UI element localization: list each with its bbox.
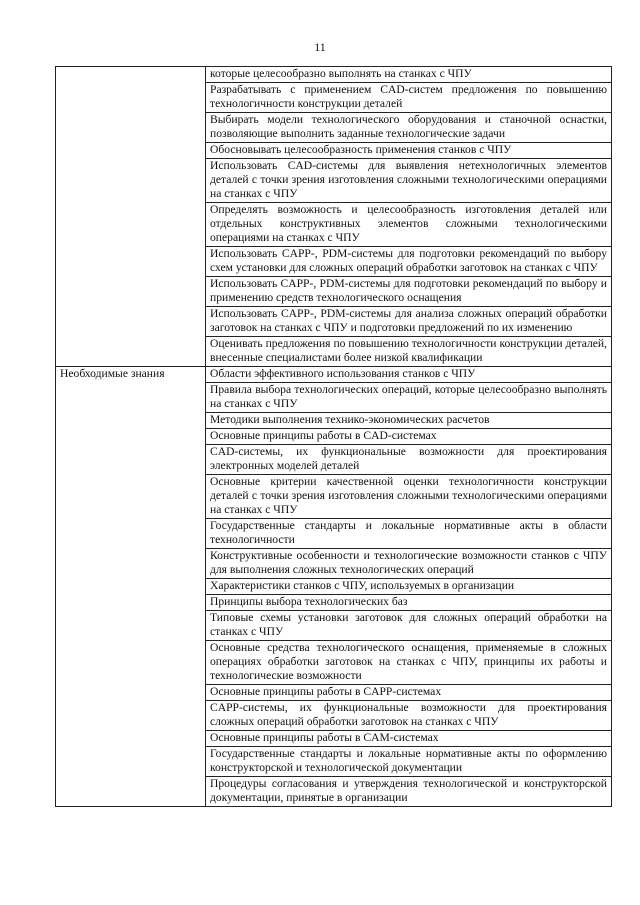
skill-item: Определять возможность и целесообразность изготовления деталей или отдельных конструктивных элементов сложными технологическими операциями на станках с ЧПУ [206,203,612,247]
skill-item: Оценивать предложения по повышению технологичности конструкции деталей, внесенные специалистами более низкой квалификации [206,337,612,367]
knowledge-item: Государственные стандарты и локальные нормативные акты в области технологичности [206,519,612,549]
knowledge-item: Характеристики станков с ЧПУ, используемых в организации [206,579,612,595]
skill-item: Обосновывать целесообразность применения станков с ЧПУ [206,143,612,159]
knowledge-item: Государственные стандарты и локальные нормативные акты по оформлению конструкторской и технологической документации [206,747,612,777]
skills-label-cell [56,67,206,367]
knowledge-item: CAPP-системы, их функциональные возможности для проектирования сложных операций обработки заготовок на станках с ЧПУ [206,701,612,731]
skill-item: Использовать CAPP-, PDM-системы для подготовки рекомендаций по выбору и применению средств технологического оснащения [206,277,612,307]
knowledge-item: Основные принципы работы в CAM-системах [206,731,612,747]
knowledge-item: Правила выбора технологических операций, которые целесообразно выполнять на станках с ЧПУ [206,383,612,413]
page-number: 11 [314,40,326,54]
table-row [56,367,612,383]
skill-item: Использовать CAPP-, PDM-системы для подготовки рекомендаций по выбору схем установки для сложных операций обработки заготовок на станках с ЧПУ [206,247,612,277]
knowledge-label: Необходимые знания [56,367,206,807]
knowledge-item: Основные критерии качественной оценки технологичности конструкции деталей с точки зрения изготовления сложными технологическими операциями на станках с ЧПУ [206,475,612,519]
requirements-table [55,66,612,807]
knowledge-item: Принципы выбора технологических баз [206,595,612,611]
knowledge-item: Методики выполнения технико-экономических расчетов [206,413,612,429]
skill-item: которые целесообразно выполнять на станках с ЧПУ [206,67,612,83]
skill-item: Выбирать модели технологического оборудования и станочной оснастки, позволяющие выполнить заданные технологические задачи [206,113,612,143]
knowledge-item: Основные средства технологического оснащения, применяемые в сложных операциях обработки заготовок на станках с ЧПУ, принципы их работы и технологические возможности [206,641,612,685]
knowledge-item: Процедуры согласования и утверждения технологической и конструкторской документации, принятые в организации [206,777,612,807]
skill-item: Разрабатывать с применением CAD-систем предложения по повышению технологичности конструкции деталей [206,83,612,113]
skill-item: Использовать CAD-системы для выявления нетехнологичных элементов деталей с точки зрения изготовления сложными технологическими операциями на станках с ЧПУ [206,159,612,203]
knowledge-item: Основные принципы работы в CAD-системах [206,429,612,445]
knowledge-item: Основные принципы работы в CAPP-системах [206,685,612,701]
knowledge-item: CAD-системы, их функциональные возможности для проектирования электронных моделей деталей [206,445,612,475]
table-row [56,67,612,83]
knowledge-item: Области эффективного использования станков с ЧПУ [206,367,612,383]
skill-item: Использовать CAPP-, PDM-системы для анализа сложных операций обработки заготовок на станках с ЧПУ и подготовки предложений по их изменению [206,307,612,337]
knowledge-item: Конструктивные особенности и технологические возможности станков с ЧПУ для выполнения сложных технологических операций [206,549,612,579]
knowledge-item: Типовые схемы установки заготовок для сложных операций обработки на станках с ЧПУ [206,611,612,641]
